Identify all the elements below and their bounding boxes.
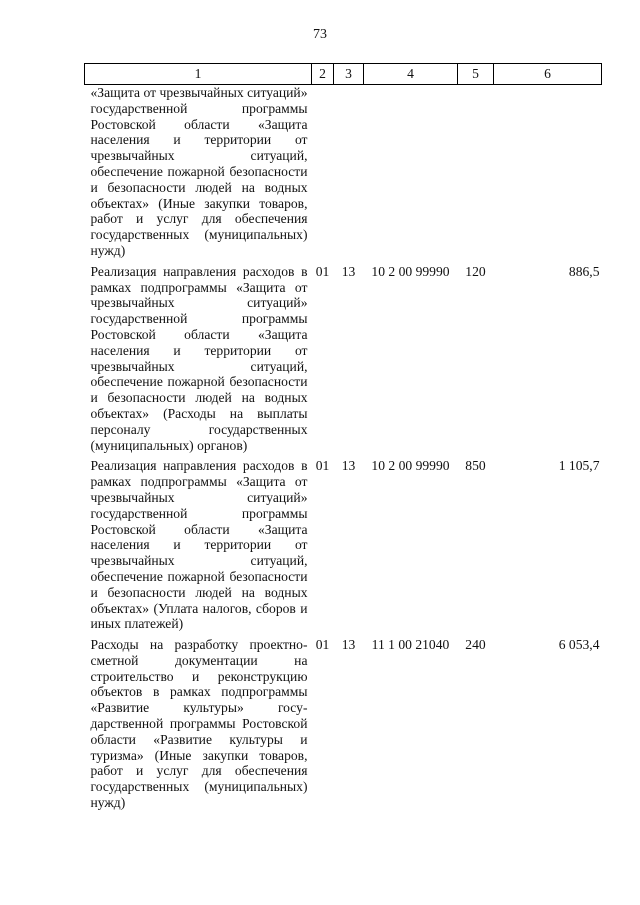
- row-section: 01: [315, 637, 330, 653]
- row-section: [312, 85, 334, 264]
- column-header-6: 6: [494, 64, 602, 85]
- column-header-4: 4: [364, 64, 458, 85]
- row-section: 01: [315, 458, 330, 474]
- column-header-3: 3: [334, 64, 364, 85]
- column-header-2: 2: [312, 64, 334, 85]
- row-target-article: 10 2 00 99990: [371, 263, 450, 279]
- row-description: Реализация направления расходов в рамках подпрограммы «Защита от чрезвычайных ситуаций» государственной программы Ростовской области «Защита населения и территории от чрезвычайных ситуаций, обеспечение пожарной безопасности и безопасности людей на водных объектах» (Расходы на выплаты персоналу государственных (муниципальных) органов): [90, 263, 308, 453]
- row-target-article: [364, 85, 458, 264]
- row-amount: 886,5: [568, 263, 600, 279]
- row-description: «Защита от чрезвычайных ситуаций» государственной программы Ростовской области «Защита населения и территории от чрезвычайных ситуаций, обеспечение пожарной безопасности и безопасности людей на водных объектах» (Иные закупки товаров, работ и услуг для обеспечения государственных (муниципальных) нужд): [90, 85, 308, 258]
- row-expense-type: 120: [465, 263, 486, 279]
- row-subsection: 13: [341, 458, 356, 474]
- row-target-article: 10 2 00 99990: [371, 458, 450, 474]
- page-number: 73: [313, 27, 327, 42]
- row-amount: [494, 85, 602, 264]
- row-expense-type: 850: [465, 458, 486, 474]
- table-row: [85, 458, 602, 637]
- row-expense-type: [458, 85, 494, 264]
- row-description: Реализация направления расходов в рамках подпрограммы «Защита от чрезвычайных ситуаций» государственной программы Ростовской области «Защита населения и территории от чрезвычайных ситуаций, обеспечение пожарной безопасности и безопасности людей на водных объектах» (Уплата налогов, сборов и иных платежей): [90, 458, 308, 632]
- row-amount: 6 053,4: [558, 637, 600, 653]
- column-header-5: 5: [458, 64, 494, 85]
- table-row: [85, 85, 602, 264]
- row-amount: 1 105,7: [558, 458, 600, 474]
- row-subsection: 13: [341, 263, 356, 279]
- row-expense-type: 240: [465, 637, 486, 653]
- row-subsection: [334, 85, 364, 264]
- budget-table: [84, 63, 602, 816]
- row-target-article: 11 1 00 21040: [371, 637, 450, 653]
- header-row: [85, 64, 602, 85]
- row-description: Расходы на разработку проектно-сметной документации на строительство и реконструкцию объектов в рамках подпрограммы «Развитие культуры» государственной программы Ростовской области «Развитие культуры и туризма» (Иные закупки товаров, работ и услуг для обеспечения государственных (муниципальных) нужд): [90, 637, 308, 811]
- table-header: [85, 64, 602, 85]
- column-header-1: 1: [85, 64, 312, 85]
- table-body: [85, 85, 602, 816]
- row-subsection: 13: [341, 637, 356, 653]
- table-row: [85, 637, 602, 816]
- row-section: 01: [315, 263, 330, 279]
- table-row: [85, 264, 602, 459]
